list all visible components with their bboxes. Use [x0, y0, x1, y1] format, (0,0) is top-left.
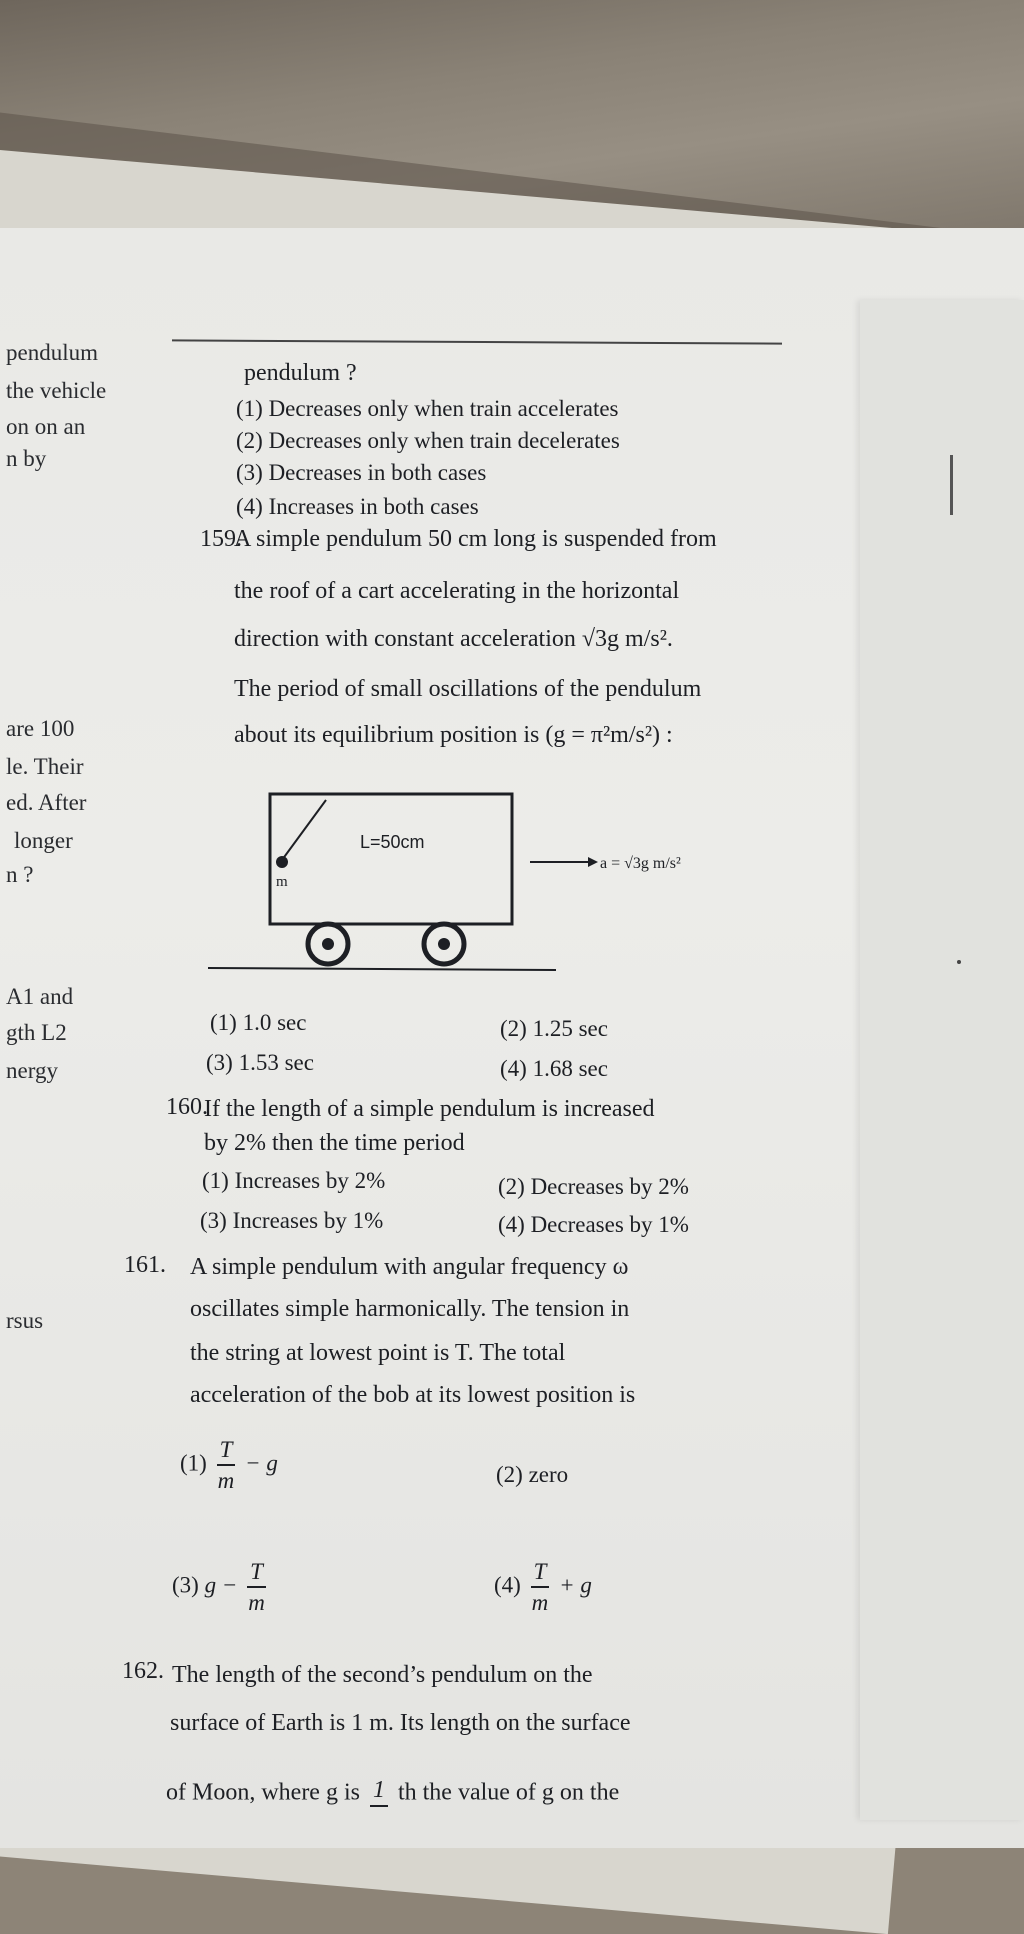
q159-line: A simple pendulum 50 cm long is suspended from [234, 526, 717, 552]
acceleration-arrowhead [588, 857, 598, 867]
q160-option-4: (4) Decreases by 1% [498, 1212, 689, 1237]
q159-option-2: (2) 1.25 sec [500, 1016, 608, 1041]
margin-dot [957, 960, 961, 964]
left-text: longer [14, 828, 73, 853]
left-text: le. Their [6, 754, 84, 779]
left-text: rsus [6, 1308, 44, 1333]
left-text: n by [6, 446, 47, 471]
cart-body [270, 794, 512, 924]
fraction: $\frac{T}{m}$ [248, 1559, 265, 1615]
q160-option-3: (3) Increases by 1% [200, 1208, 384, 1233]
q162-line-last: of Moon, where g is 1 th the value of g on the [166, 1778, 619, 1810]
q161-option-2: (2) zero [496, 1462, 569, 1487]
q159-option-1: (1) 1.0 sec [210, 1010, 307, 1035]
left-text: ed. After [6, 790, 87, 815]
q158-option-1: (1) Decreases only when train accelerates [236, 396, 619, 421]
q159-line: the roof of a cart accelerating in the horizontal [234, 578, 680, 604]
q159-line: about its equilibrium position is (g = π²m/s²) : [234, 722, 673, 748]
fraction: 1 [370, 1778, 388, 1810]
q161-number: 161. [124, 1252, 166, 1278]
q162-number: 162. [122, 1658, 164, 1684]
q161-line: A simple pendulum with angular frequency ω [190, 1254, 629, 1280]
q161-line: the string at lowest point is T. The total [190, 1340, 566, 1366]
q159-option-3: (3) 1.53 sec [206, 1050, 314, 1075]
q162-line: The length of the second’s pendulum on the [172, 1662, 593, 1688]
wheel-left-hub [322, 938, 334, 950]
left-text: the vehicle [6, 378, 107, 403]
q160-line: by 2% then the time period [204, 1130, 465, 1156]
left-text: pendulum [6, 340, 98, 365]
q161-line: oscillates simple harmonically. The tension in [190, 1296, 630, 1322]
q160-option-2: (2) Decreases by 2% [498, 1174, 689, 1199]
q159-line: direction with constant acceleration √3g m/s². [234, 626, 673, 652]
q162-line: surface of Earth is 1 m. Its length on the surface [170, 1710, 631, 1736]
ground-line [208, 968, 556, 970]
pendulum-string [282, 800, 326, 860]
q160-number: 160. [166, 1094, 208, 1120]
q158-option-2: (2) Decreases only when train decelerates [236, 428, 620, 453]
length-label: L=50cm [360, 832, 425, 852]
q160-line: If the length of a simple pendulum is increased [204, 1096, 655, 1122]
q160-option-1: (1) Increases by 2% [202, 1168, 386, 1193]
margin-mark [950, 455, 953, 515]
q158-option-4: (4) Increases in both cases [236, 494, 479, 519]
q159-line: The period of small oscillations of the pendulum [234, 676, 702, 702]
left-text: A1 and [6, 984, 74, 1009]
left-column [0, 0, 150, 1820]
wheel-right-hub [438, 938, 450, 950]
acceleration-label: a = √3g m/s² [600, 855, 681, 872]
fraction: $\frac{T}{m}$ [531, 1559, 549, 1615]
q161-option-4: (4) $\frac{T}{m}$ + g [494, 1559, 592, 1615]
q158-stem-end: pendulum ? [244, 360, 357, 386]
q158-option-3: (3) Decreases in both cases [236, 460, 487, 485]
fraction: $\frac{T}{m}$ [217, 1437, 235, 1493]
left-text: gth L2 [6, 1020, 67, 1045]
left-text: n ? [6, 862, 34, 887]
pendulum-bob [276, 856, 288, 868]
next-page-strip [860, 300, 1024, 1820]
left-text: nergy [6, 1058, 58, 1083]
q159-option-4: (4) 1.68 sec [500, 1056, 608, 1081]
q161-line: acceleration of the bob at its lowest position is [190, 1382, 636, 1408]
q161-option-3: (3) g − $\frac{T}{m}$ [172, 1559, 265, 1615]
mass-label: m [276, 874, 288, 890]
left-text: are 100 [6, 716, 75, 741]
left-text: on on an [6, 414, 86, 439]
q159-number: 159. [200, 526, 242, 552]
q161-option-1: (1) $\frac{T}{m}$ − g [180, 1437, 278, 1493]
cart-pendulum-diagram [200, 782, 720, 1002]
